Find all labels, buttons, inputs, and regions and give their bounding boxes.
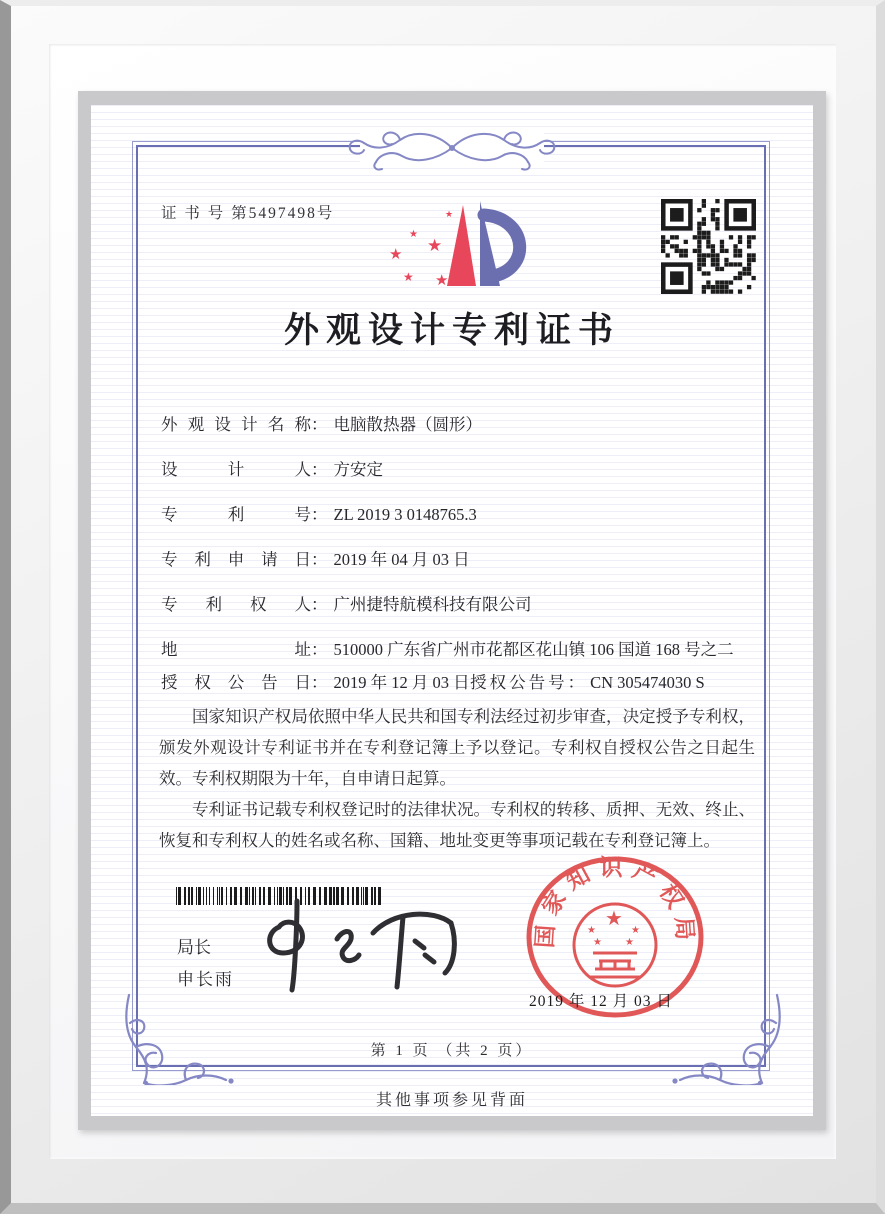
field-colon: ： [311, 640, 328, 659]
field-value: 方安定 [333, 460, 383, 479]
field-value: 2019 年 04 月 03 日 [333, 550, 470, 569]
svg-text:★: ★ [435, 273, 449, 289]
field-colon: ： [311, 550, 328, 569]
page-number: 第 1 页 （共 2 页） [370, 1043, 534, 1059]
field-label: 授权公告号 [470, 673, 568, 692]
qr-code [661, 199, 756, 294]
field-colon: ： [311, 415, 328, 434]
field-value: 2019 年 12 月 03 日 [333, 673, 470, 692]
certificate-paper [91, 105, 813, 1116]
field-label: 专利权人 [161, 595, 311, 614]
field-row-designer [161, 456, 761, 480]
field-colon: ： [311, 460, 328, 479]
svg-text:★: ★ [587, 925, 596, 936]
field-label: 地址 [161, 640, 311, 659]
field-colon: ： [311, 505, 328, 524]
certificate-body [159, 701, 755, 856]
seal-date: 2019 年 12 月 03 日 [529, 993, 673, 1010]
field-value: 510000 广东省广州市花都区花山镇 106 国道 168 号之二 [333, 640, 734, 659]
back-note: 其他事项参见背面 [375, 1092, 528, 1109]
svg-text:★: ★ [593, 937, 602, 948]
svg-text:★: ★ [403, 270, 414, 284]
svg-text:★: ★ [631, 925, 640, 936]
svg-text:★: ★ [625, 937, 634, 948]
field-colon: ： [311, 595, 328, 614]
certificate-title: 外观设计专利证书 [283, 311, 620, 350]
field-label: 授权公告日 [161, 673, 311, 692]
signer-title: 局长 [177, 938, 211, 957]
field-row-patentee [161, 591, 761, 615]
field-label: 设计人 [161, 460, 311, 479]
body-paragraph-1: 国家知识产权局依照中华人民共和国专利法经过初步审查，决定授予专利权，颁发外观设计专利证书并在专利登记簿上予以登记。专利权自授权公告之日起生效。专利权期限为十年，自申请日起算。 [159, 707, 755, 788]
field-row-design-name [161, 411, 761, 435]
top-center-flourish-icon [342, 123, 562, 173]
svg-text:★: ★ [605, 908, 623, 930]
body-paragraph-2: 专利证书记载专利权登记时的法律状况。专利权的转移、质押、无效、终止、恢复和专利权人的姓名或名称、国籍、地址变更等事项记载在专利登记簿上。 [159, 800, 755, 850]
grant-date-group [161, 669, 470, 693]
field-label: 专利号 [161, 505, 311, 524]
field-label: 外观设计名称 [161, 415, 311, 434]
svg-text:★: ★ [445, 209, 454, 219]
field-value: ZL 2019 3 0148765.3 [333, 505, 477, 524]
svg-text:★: ★ [389, 247, 403, 263]
field-colon: ： [567, 673, 585, 692]
signature-icon [251, 893, 481, 998]
field-row-grant [161, 669, 761, 693]
field-row-address [161, 636, 761, 660]
field-colon: ： [311, 673, 328, 692]
field-value: 电脑散热器（圆形） [333, 415, 482, 434]
field-label: 专利申请日 [161, 550, 311, 569]
field-value: CN 305474030 S [590, 673, 705, 692]
seal-agency-text: 国家知识产权局 [532, 855, 698, 949]
svg-text:★: ★ [409, 229, 418, 240]
frame-mat [78, 91, 826, 1130]
svg-text:★: ★ [427, 236, 443, 255]
field-row-filing-date [161, 546, 761, 570]
signer-name: 申长雨 [177, 970, 234, 989]
certificate-number: 证 书 号 第5497498号 [161, 205, 335, 222]
svg-text:国家知识产权局 [532, 855, 698, 949]
field-row-patent-no [161, 501, 761, 525]
cnipa-logo-icon [379, 189, 529, 301]
field-value: 广州捷特航模科技有限公司 [333, 595, 532, 614]
grant-no-group [470, 673, 705, 692]
